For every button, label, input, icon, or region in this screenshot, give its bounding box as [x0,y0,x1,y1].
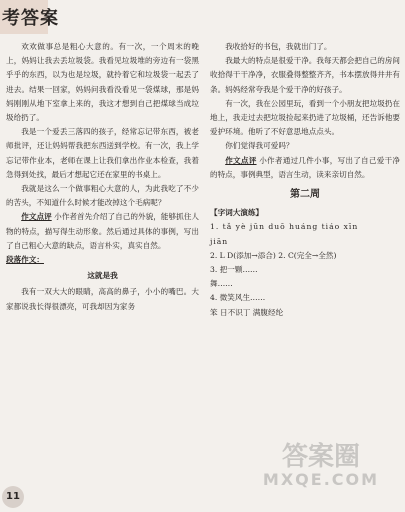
right-paragraph-4: 你们觉得我可爱吗？ [225,141,294,151]
left-paragraph-1: 欢欢做事总是粗心大意的。有一次，一个周末的晚上，妈妈让我去丢垃圾袋。我看见垃圾堆的旁边有一袋黑乎乎的东西，以为也是垃圾，就拎着它和垃圾袋一起丢了进去。结果一回家，妈妈问我看没看见一袋煤球，那是妈妈刚刚从地下室拿上来的，我这才想到自己把煤球当成垃圾给扔了。 [6,42,199,123]
page-header-title: 考答案 [2,8,59,29]
right-comment [210,154,400,182]
right-paragraph-2: 我最大的特点是很爱干净。我每天都会把自己的房间收拾得干干净净，衣服叠得整整齐齐，书本摆放得井井有条。妈妈经常夸我是个爱干净的好孩子。 [210,56,400,94]
comment-text-right: 小作者通过几件小事，写出了自己爱干净的特点，事例典型，语言生动，读来亲切自然。 [210,155,400,179]
answer-1-extra: jiān [210,236,229,246]
left-paragraph-3: 我就是这么一个做事粗心大意的人，为此我吃了不少的苦头，不知道什么时候才能改掉这个毛病呢？ [6,184,199,208]
answer-4: 舞…… [210,279,233,289]
comment-heading: 作文点评 [21,212,52,222]
left-comment [6,210,199,253]
answer-5: 4. 微笑风生…… [210,293,266,303]
left-paragraph-2: 我是一个爱丢三落四的孩子，经常忘记带东西，被老师批评，还让妈妈帮我把东西送到学校。有一次，我上学忘记带作业本，老师在课上让我们拿出作业本检查，我着急得到处找，最后才想起它还在家里的书桌上。 [6,127,199,179]
section-label: 【字词大演练】 [210,208,264,218]
watermark-line-2: MXQE.COM [262,470,380,489]
right-paragraph-1: 我收拾好的书包，我就出门了。 [225,42,332,51]
page-number: 11 [2,486,24,508]
right-column [210,40,400,320]
answer-1-pinyin: 1. tǎ yè jūn duō huáng tiáo xīn [210,222,359,232]
comment-heading-right: 作文点评 [225,155,257,165]
comment-text: 小作者首先介绍了自己的外貌，能够抓住人物的特点，描写得生动形象。然后通过具体的事例，写出了自己粗心大意的缺点，语言朴实，真实自然。 [6,212,200,250]
left-column [6,40,199,314]
watermark-logo [241,442,401,506]
example-heading: 段落作文： [6,255,44,265]
essay-title: 这就是我 [87,271,118,281]
answer-2: 2. L D(添加→添合) 2. C(完全→全然) [210,250,337,260]
answer-6: 笨 日不识丁 满腹经纶 [210,307,284,317]
right-paragraph-3: 有一次，我在公园里玩，看到一个小朋友把垃圾扔在地上，我走过去把垃圾捡起来扔进了垃圾桶，还告诉他要爱护环境。他听了不好意思地点点头。 [210,98,400,137]
essay-paragraph: 我有一双大大的眼睛，高高的鼻子，小小的嘴巴。大家都说我长得很漂亮，可我却因为家务 [6,287,199,311]
week-title: 第二周 [290,189,320,201]
watermark-line-1: 答案圈 [281,442,360,472]
answer-3: 3. 把一颗…… [210,265,258,275]
